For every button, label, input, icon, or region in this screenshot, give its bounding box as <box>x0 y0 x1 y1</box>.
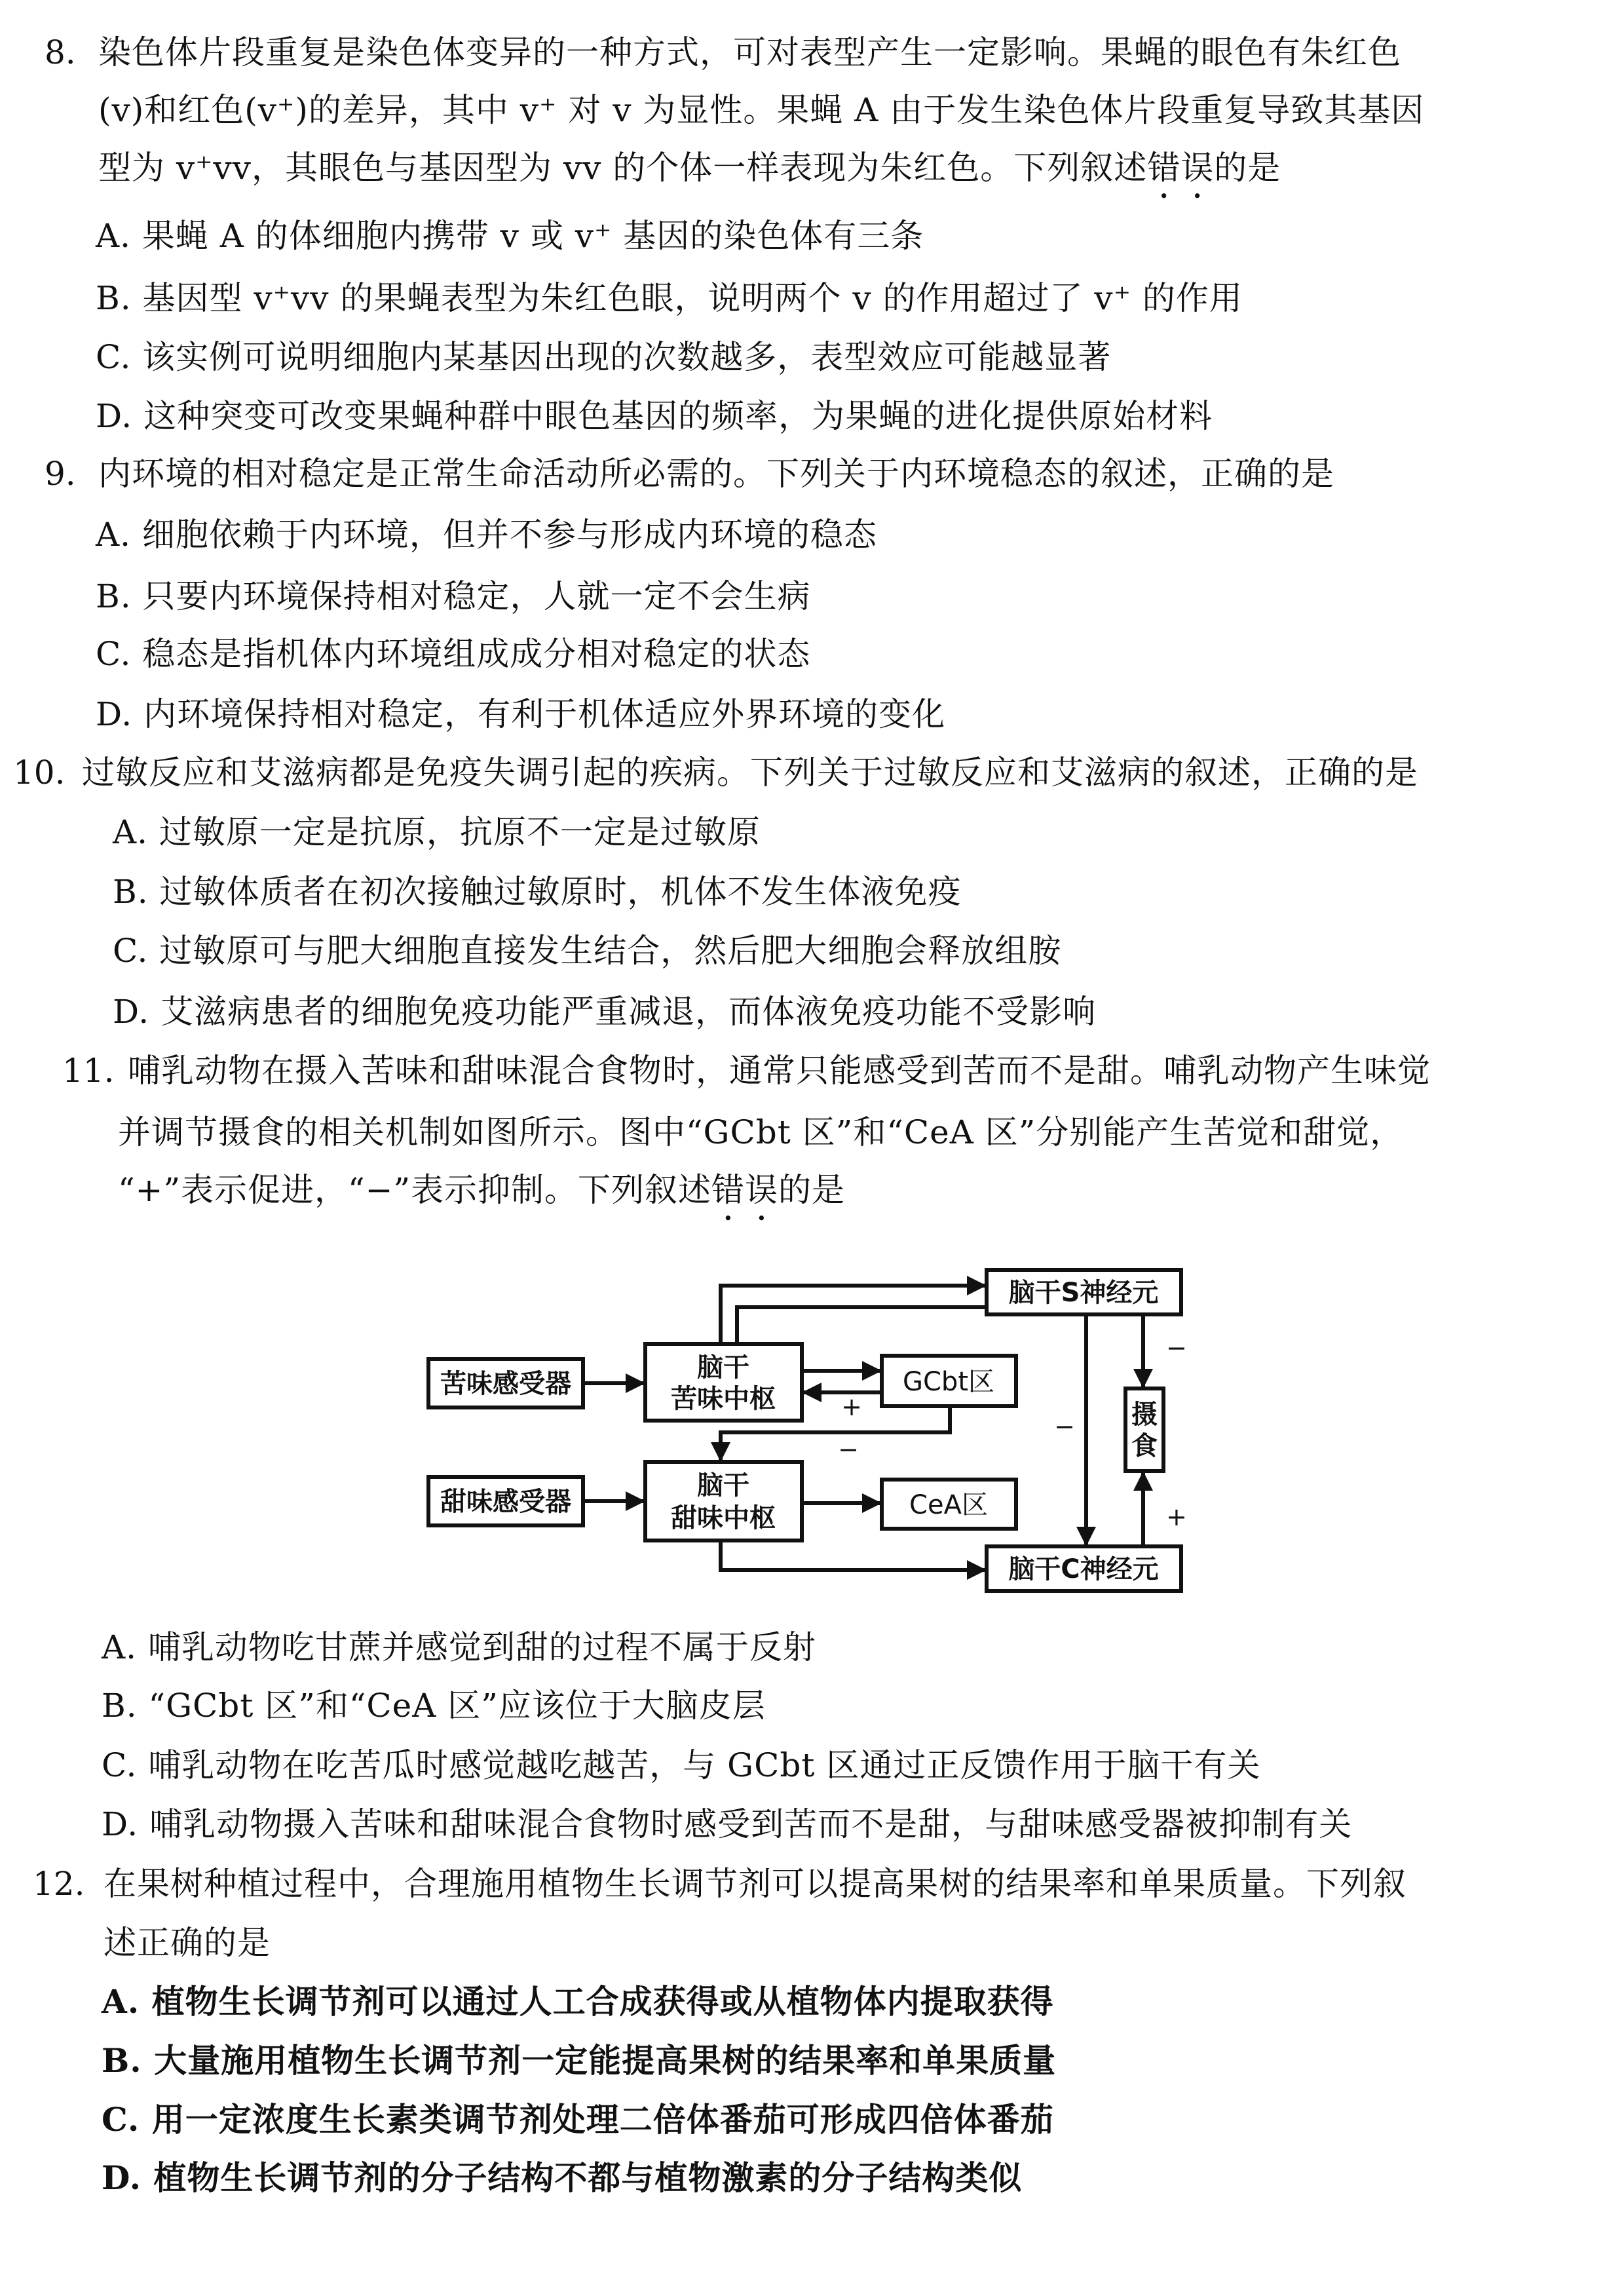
feeding-label: 摄 <box>1131 1400 1158 1430</box>
option-b: B. 大量施用植物生长调节剂一定能提高果树的结果率和单果质量 <box>102 2041 1057 2080</box>
minus-sign: − <box>1166 1333 1187 1362</box>
question-number: 12. <box>33 1865 85 1903</box>
sweet-center-label: 脑干 <box>697 1470 749 1501</box>
option-d: D. 这种突变可改变果蝇种群中眼色基因的频率，为果蝇的进化提供原始材料 <box>96 397 1213 435</box>
option-d: D. 艾滋病患者的细胞免疫功能严重减退，而体液免疫功能不受影响 <box>113 993 1097 1031</box>
question-number: 10. <box>13 754 66 792</box>
cea-label: CeA区 <box>909 1490 988 1520</box>
question-stem-line: 在果树种植过程中，合理施用植物生长调节剂可以提高果树的结果率和单果质量。下列叙 <box>104 1865 1407 1903</box>
minus-sign: − <box>838 1435 859 1464</box>
question-stem-line: (v)和红色(v⁺)的差异，其中 v⁺ 对 v 为显性。果蝇 A 由于发生染色体片段重复导致其基因 <box>98 91 1425 129</box>
stem-text: 的是 <box>1214 149 1281 187</box>
option-b: B. “GCbt 区”和“CeA 区”应该位于大脑皮层 <box>102 1687 766 1725</box>
option-a: A. 植物生长调节剂可以通过人工合成获得或从植物体内提取获得 <box>102 1982 1054 2021</box>
option-b: B. 基因型 v⁺vv 的果蝇表型为朱红色眼，说明两个 v 的作用超过了 v⁺ 的作用 <box>96 279 1243 317</box>
option-c: C. 过敏原可与肥大细胞直接发生结合，然后肥大细胞会释放组胺 <box>113 932 1062 970</box>
emphasized-word: 错误 <box>711 1171 779 1209</box>
option-b: B. 只要内环境保持相对稳定，人就一定不会生病 <box>96 577 811 615</box>
question-stem-line: 内环境的相对稳定是正常生命活动所必需的。下列关于内环境稳态的叙述，正确的是 <box>98 455 1334 493</box>
c-neuron-label: 脑干C神经元 <box>1008 1554 1159 1584</box>
option-a: A. 果蝇 A 的体细胞内携带 v 或 v⁺ 基因的染色体有三条 <box>96 217 924 255</box>
sweet-receptor-label: 甜味感受器 <box>440 1487 571 1517</box>
question-number: 8. <box>45 33 76 71</box>
stem-text: 型为 v⁺vv，其眼色与基因型为 vv 的个体一样表现为朱红色。下列叙述 <box>98 149 1148 187</box>
question-number: 11. <box>62 1052 115 1090</box>
stem-text: “+”表示促进，“−”表示抑制。下列叙述 <box>118 1171 712 1209</box>
plus-sign: + <box>1166 1502 1187 1531</box>
question-number: 9. <box>45 455 76 493</box>
minus-sign: − <box>1054 1412 1075 1441</box>
question-stem-line: 过敏反应和艾滋病都是免疫失调引起的疾病。下列关于过敏反应和艾滋病的叙述，正确的是 <box>82 754 1418 792</box>
option-a: A. 哺乳动物吃甘蔗并感觉到甜的过程不属于反射 <box>102 1628 816 1666</box>
option-c: C. 该实例可说明细胞内某基因出现的次数越多，表型效应可能越显著 <box>96 338 1112 376</box>
arrow-bitter-center-to-s-neuron <box>721 1286 985 1344</box>
s-neuron-label: 脑干S神经元 <box>1008 1278 1159 1308</box>
sweet-center-label: 甜味中枢 <box>671 1503 776 1533</box>
gcbt-label: GCbt区 <box>903 1367 994 1397</box>
feeding-label: 食 <box>1131 1431 1158 1461</box>
option-a: A. 细胞依赖于内环境，但并不参与形成内环境的稳态 <box>96 516 877 554</box>
arrow-sweet-center-to-c-neuron <box>721 1540 985 1570</box>
bitter-receptor-label: 苦味感受器 <box>440 1369 571 1399</box>
option-d: D. 植物生长调节剂的分子结构不都与植物激素的分子结构类似 <box>102 2158 1023 2197</box>
option-c: C. 用一定浓度生长素类调节剂处理二倍体番茄可形成四倍体番茄 <box>102 2100 1054 2139</box>
option-a: A. 过敏原一定是抗原，抗原不一定是过敏原 <box>113 813 761 851</box>
bitter-center-label: 苦味中枢 <box>671 1384 776 1414</box>
plus-sign: + <box>841 1392 862 1421</box>
question-stem-line: 述正确的是 <box>104 1924 271 1962</box>
option-c: C. 哺乳动物在吃苦瓜时感觉越吃越苦，与 GCbt 区通过正反馈作用于脑干有关 <box>102 1746 1261 1784</box>
question-stem-line: 并调节摄食的相关机制如图所示。图中“GCbt 区”和“CeA 区”分别能产生苦觉和甜觉， <box>118 1113 1404 1151</box>
option-d: D. 内环境保持相对稳定，有利于机体适应外界环境的变化 <box>96 695 946 733</box>
stem-text: 的是 <box>778 1171 846 1209</box>
option-d: D. 哺乳动物摄入苦味和甜味混合食物时感受到苦而不是甜，与甜味感受器被抑制有关 <box>102 1805 1353 1843</box>
option-c: C. 稳态是指机体内环境组成成分相对稳定的状态 <box>96 635 811 673</box>
option-b: B. 过敏体质者在初次接触过敏原时，机体不发生体液免疫 <box>113 873 962 911</box>
question-stem-line: 哺乳动物在摄入苦味和甜味混合食物时，通常只能感受到苦而不是甜。哺乳动物产生味觉 <box>128 1052 1431 1090</box>
emphasized-word: 错误 <box>1147 149 1215 187</box>
question-stem-line: 染色体片段重复是染色体变异的一种方式，可对表型产生一定影响。果蝇的眼色有朱红色 <box>98 33 1401 71</box>
bitter-center-label: 脑干 <box>697 1352 749 1383</box>
